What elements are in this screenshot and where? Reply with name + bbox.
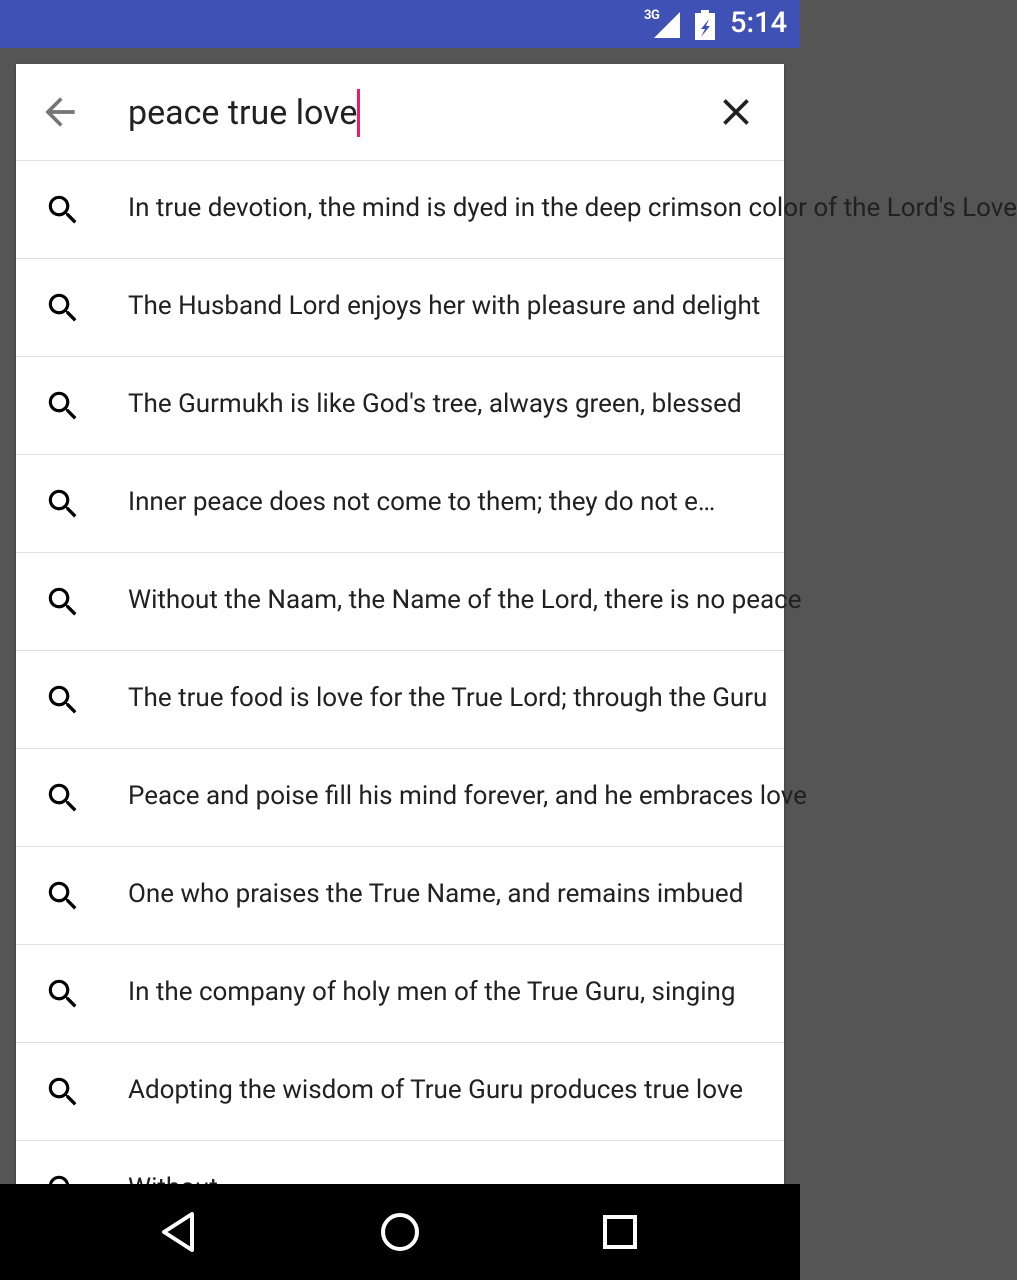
battery-icon [694,10,716,40]
status-bar [0,0,800,48]
suggestion-text: Adopting the wisdom of True Guru produces true love [128,1075,744,1105]
close-icon[interactable] [714,90,758,134]
search-icon [44,779,82,817]
suggestion-item[interactable] [16,357,784,455]
suggestion-item[interactable] [16,455,784,553]
suggestion-text: Peace and poise fill his mind forever, and he embraces love [128,781,807,811]
search-icon [44,191,82,229]
nav-recents-icon[interactable] [596,1208,644,1256]
network-type-label: 3G [644,8,660,23]
search-bar [16,64,784,161]
suggestion-item[interactable] [16,553,802,651]
search-icon [44,681,82,719]
arrow-back-icon[interactable] [38,90,82,134]
search-icon [44,387,82,425]
navigation-bar [0,1184,800,1280]
suggestion-text: The true food is love for the True Lord; through the Guru [128,683,768,713]
suggestion-text: One who praises the True Name, and remains imbued [128,879,744,909]
nav-home-icon[interactable] [376,1208,424,1256]
search-icon [44,289,82,327]
suggestion-text: In true devotion, the mind is dyed in the deep crimson color of the Lord's Love [128,193,1017,223]
suggestion-text: Inner peace does not come to them; they do not e… [128,487,716,517]
suggestion-list [16,161,1017,1239]
clock: 5:14 [730,6,788,40]
search-icon [44,583,82,621]
suggestion-item[interactable] [16,161,1017,259]
search-icon [44,975,82,1013]
search-query-text: peace true love [128,93,358,133]
suggestion-item[interactable] [16,847,784,945]
suggestion-item[interactable] [16,1043,784,1141]
suggestion-text: The Gurmukh is like God's tree, always green, blessed [128,389,742,419]
suggestion-text: Without the Naam, the Name of the Lord, there is no peace [128,585,802,615]
suggestion-item[interactable] [16,945,784,1043]
nav-back-icon[interactable] [156,1208,204,1256]
search-icon [44,1073,82,1111]
search-icon [44,485,82,523]
suggestion-item[interactable] [16,651,784,749]
suggestion-text: The Husband Lord enjoys her with pleasure and delight [128,291,761,321]
search-input[interactable] [128,88,360,138]
search-card [16,64,1017,1184]
text-caret [357,89,360,137]
suggestion-text: In the company of holy men of the True Guru, singing [128,977,736,1007]
search-icon [44,877,82,915]
suggestion-item[interactable] [16,749,807,847]
suggestion-item[interactable] [16,259,784,357]
